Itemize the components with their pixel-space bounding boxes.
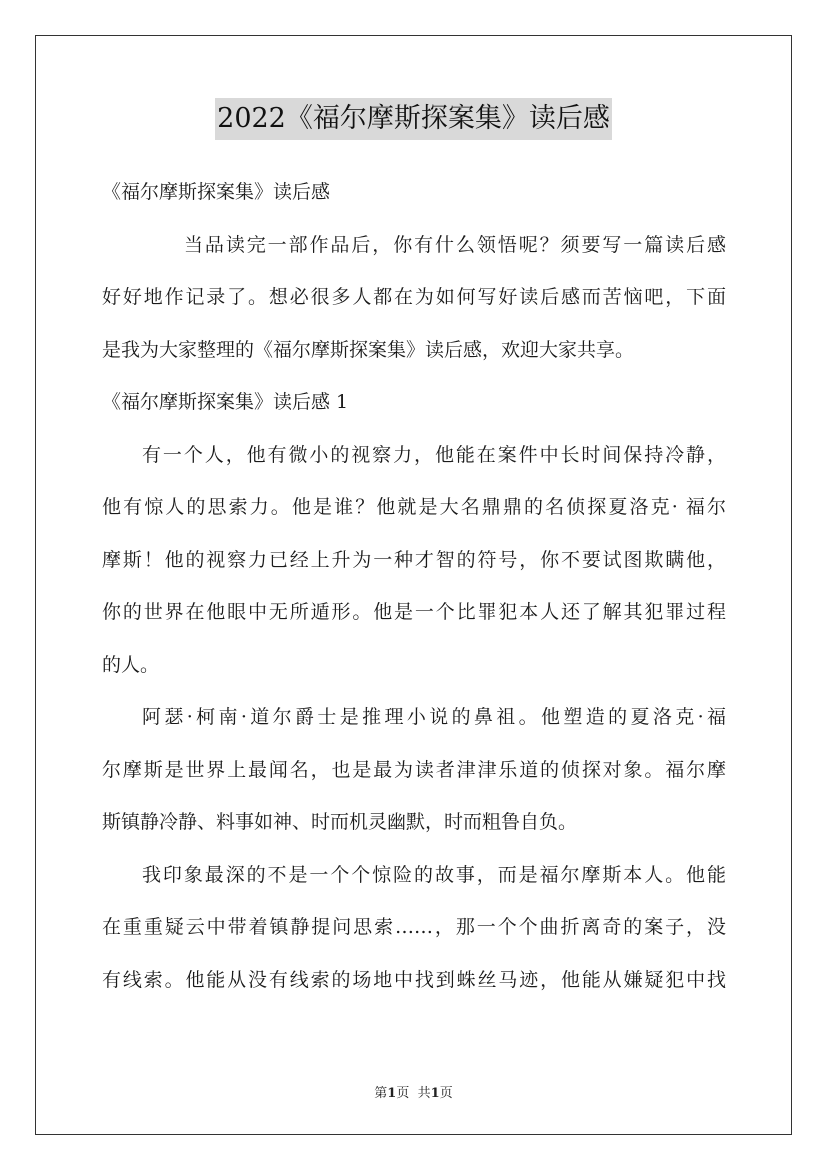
footer-total-number: 1 — [430, 1086, 440, 1101]
body-text-line: 阿瑟·柯南·道尔爵士是推理小说的鼻祖。他塑造的夏洛克·福 — [142, 706, 726, 728]
body-text-line: 你的世界在他眼中无所遁形。他是一个比罪犯本人还了解其犯罪过程 — [102, 601, 726, 623]
body-text-line: 斯镇静冷静、料事如神、时而机灵幽默，时而粗鲁自负。 — [102, 811, 578, 833]
body-text-line: 我印象最深的不是一个个惊险的故事，而是福尔摩斯本人。他能 — [142, 863, 726, 886]
footer-page-suffix: 页 — [396, 1086, 410, 1101]
body-text-line: 他有惊人的思索力。他是谁？他就是大名鼎鼎的名侦探夏洛克· 福尔 — [102, 496, 726, 518]
body-text-line: 尔摩斯是世界上最闻名，也是最为读者津津乐道的侦探对象。福尔摩 — [102, 758, 726, 781]
body-text-line: 的人。 — [102, 653, 160, 676]
document-title: 2022《福尔摩斯探案集》读后感 — [215, 98, 612, 140]
footer-total-suffix: 页 — [439, 1086, 453, 1101]
body-text-line: 好好地作记录了。想必很多人都在为如何写好读后感而苦恼吧，下面 — [102, 286, 726, 308]
body-text-line: 当品读完一部作品后，你有什么领悟呢？须要写一篇读后感 — [184, 233, 726, 256]
body-text-line: 有一个人，他有微小的视察力，他能在案件中长时间保持冷静， — [142, 443, 726, 466]
document-body — [102, 166, 726, 1006]
body-text-line: 摩斯！他的视察力已经上升为一种才智的符号，你不要试图欺瞒他， — [102, 548, 726, 571]
body-text-line: 是我为大家整理的《福尔摩斯探案集》读后感，欢迎大家共享。 — [102, 338, 635, 361]
body-text-line: 《福尔摩斯探案集》读后感 — [102, 181, 331, 203]
page-footer — [0, 1082, 827, 1101]
footer-page-prefix: 第 — [374, 1086, 388, 1101]
body-text-line: 在重重疑云中带着镇静提问思索……，那一个个曲折离奇的案子，没 — [102, 916, 726, 938]
footer-total-prefix: 共 — [417, 1086, 431, 1101]
body-text-line: 有线索。他能从没有线索的场地中找到蛛丝马迹，他能从嫌疑犯中找 — [102, 968, 726, 991]
body-text-line: 《福尔摩斯探案集》读后感 1 — [102, 391, 349, 413]
footer-page-number: 1 — [387, 1086, 397, 1101]
title-container — [0, 98, 827, 140]
